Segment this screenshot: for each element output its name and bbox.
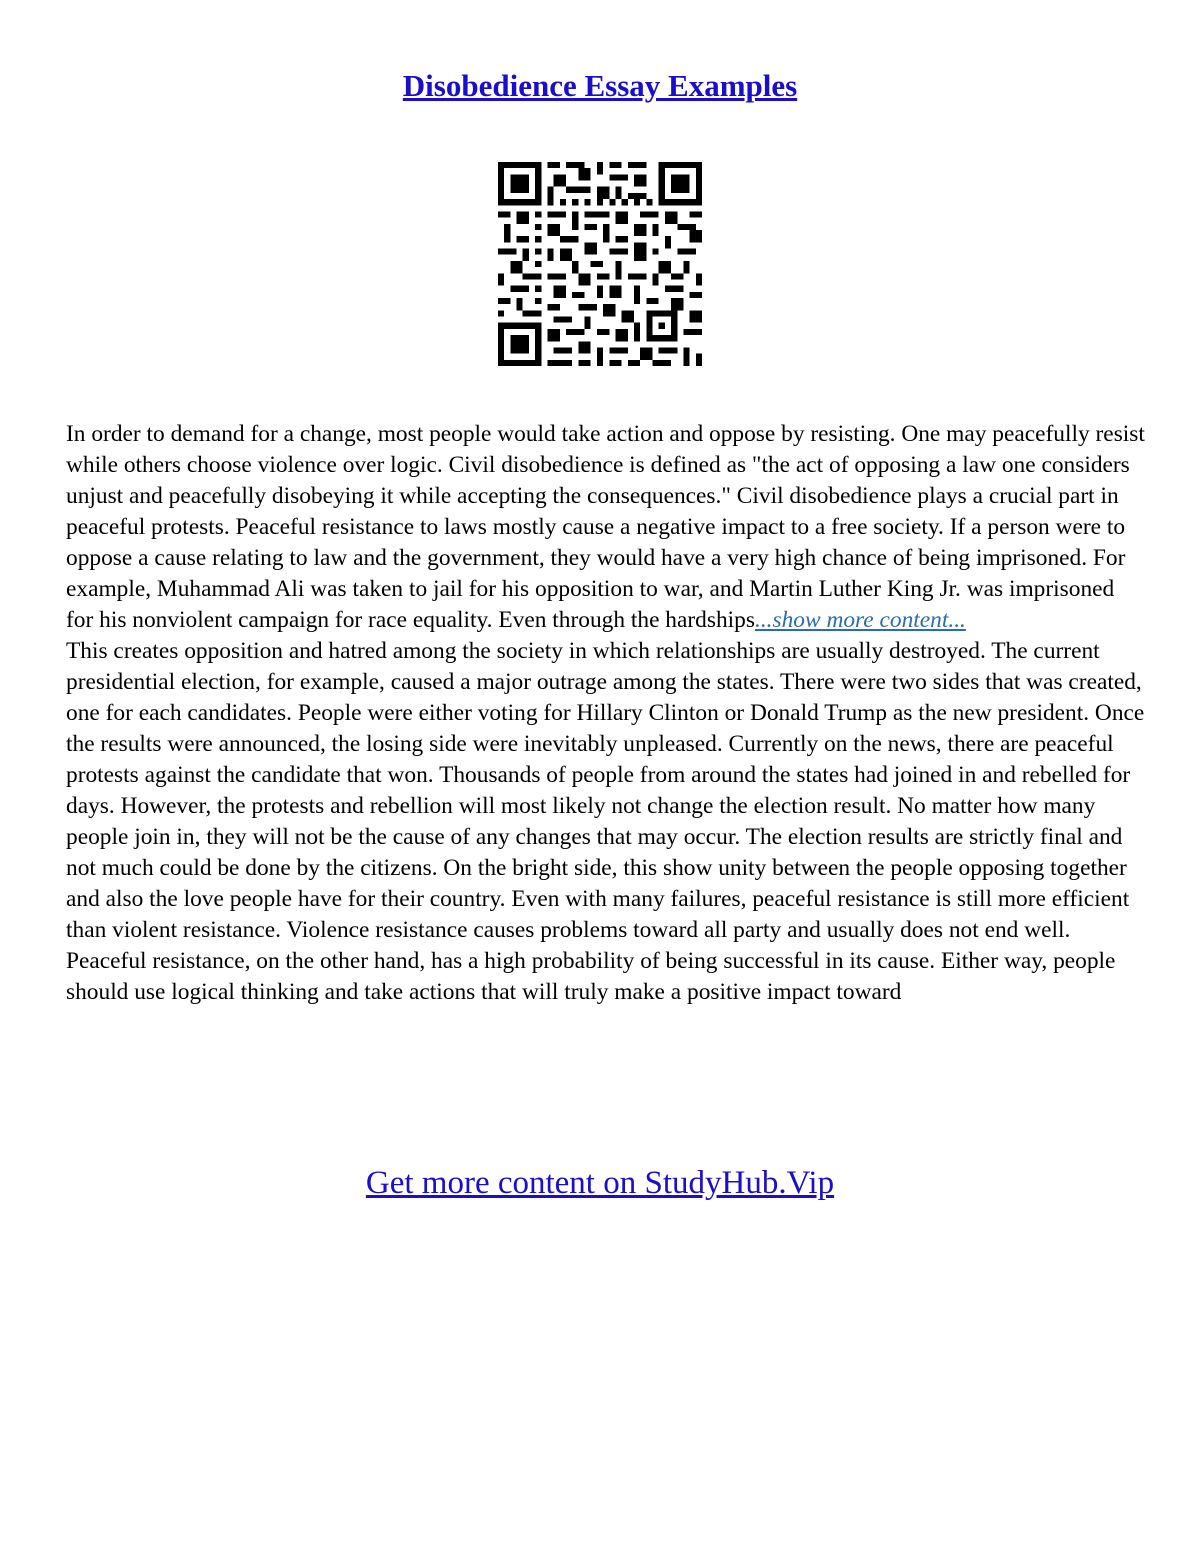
essay-body [66, 419, 1146, 1008]
qr-code-icon [498, 162, 702, 366]
essay-paragraph-2: This creates opposition and hatred among the society in which relationships are usually destroyed. The current presidential election, for example, caused a major outrage among the states. There were two sides that was created, one for each candidates. People were either voting for Hillary Clinton or Donald Trump as the new president. Once the results were announced, the losing side were inevitably unpleased. Currently on the news, there are peaceful protests against the candidate that won. Thousands of people from around the states had joined in and rebelled for days. However, the protests and rebellion will most likely not change the election result. No matter how many people join in, they will not be the cause of any changes that may occur. The election results are strictly final and not much could be done by the citizens. On the bright side, this show unity between the people opposing together and also the love people have for their country. Even with many failures, peaceful resistance is still more efficient than violent resistance. Violence resistance causes problems toward all party and usually does not end well. Peaceful resistance, on the other hand, has a high probability of being successful in its cause. Either way, people should use logical thinking and take actions that will truly make a positive impact toward [66, 638, 1145, 1005]
page-title [0, 66, 1200, 106]
studyhub-link[interactable]: Get more content on StudyHub.Vip [365, 1165, 835, 1201]
show-more-link[interactable]: ...show more content... [754, 607, 966, 633]
paragraph-1-text: In order to demand for a change, most people would take action and oppose by resisting. One may peacefully resist while others choose violence over logic. Civil disobedience is defined as "the act of opposing a law one considers unjust and peacefully disobeying it while accepting the consequences." Civil disobedience plays a crucial part in peaceful protests. Peaceful resistance to laws mostly cause a negative impact to a free society. If a person were to oppose a cause relating to law and the government, they would have a very high chance of being imprisoned. For example, Muhammad Ali was taken to jail for his opposition to war, and Martin Luther King Jr. was imprisoned for his nonviolent campaign for race equality. Even through the hardships [66, 421, 1145, 633]
footer [0, 1162, 1200, 1204]
title-link[interactable]: Disobedience Essay Examples [402, 68, 798, 103]
essay-paragraph-1 [66, 419, 1146, 636]
